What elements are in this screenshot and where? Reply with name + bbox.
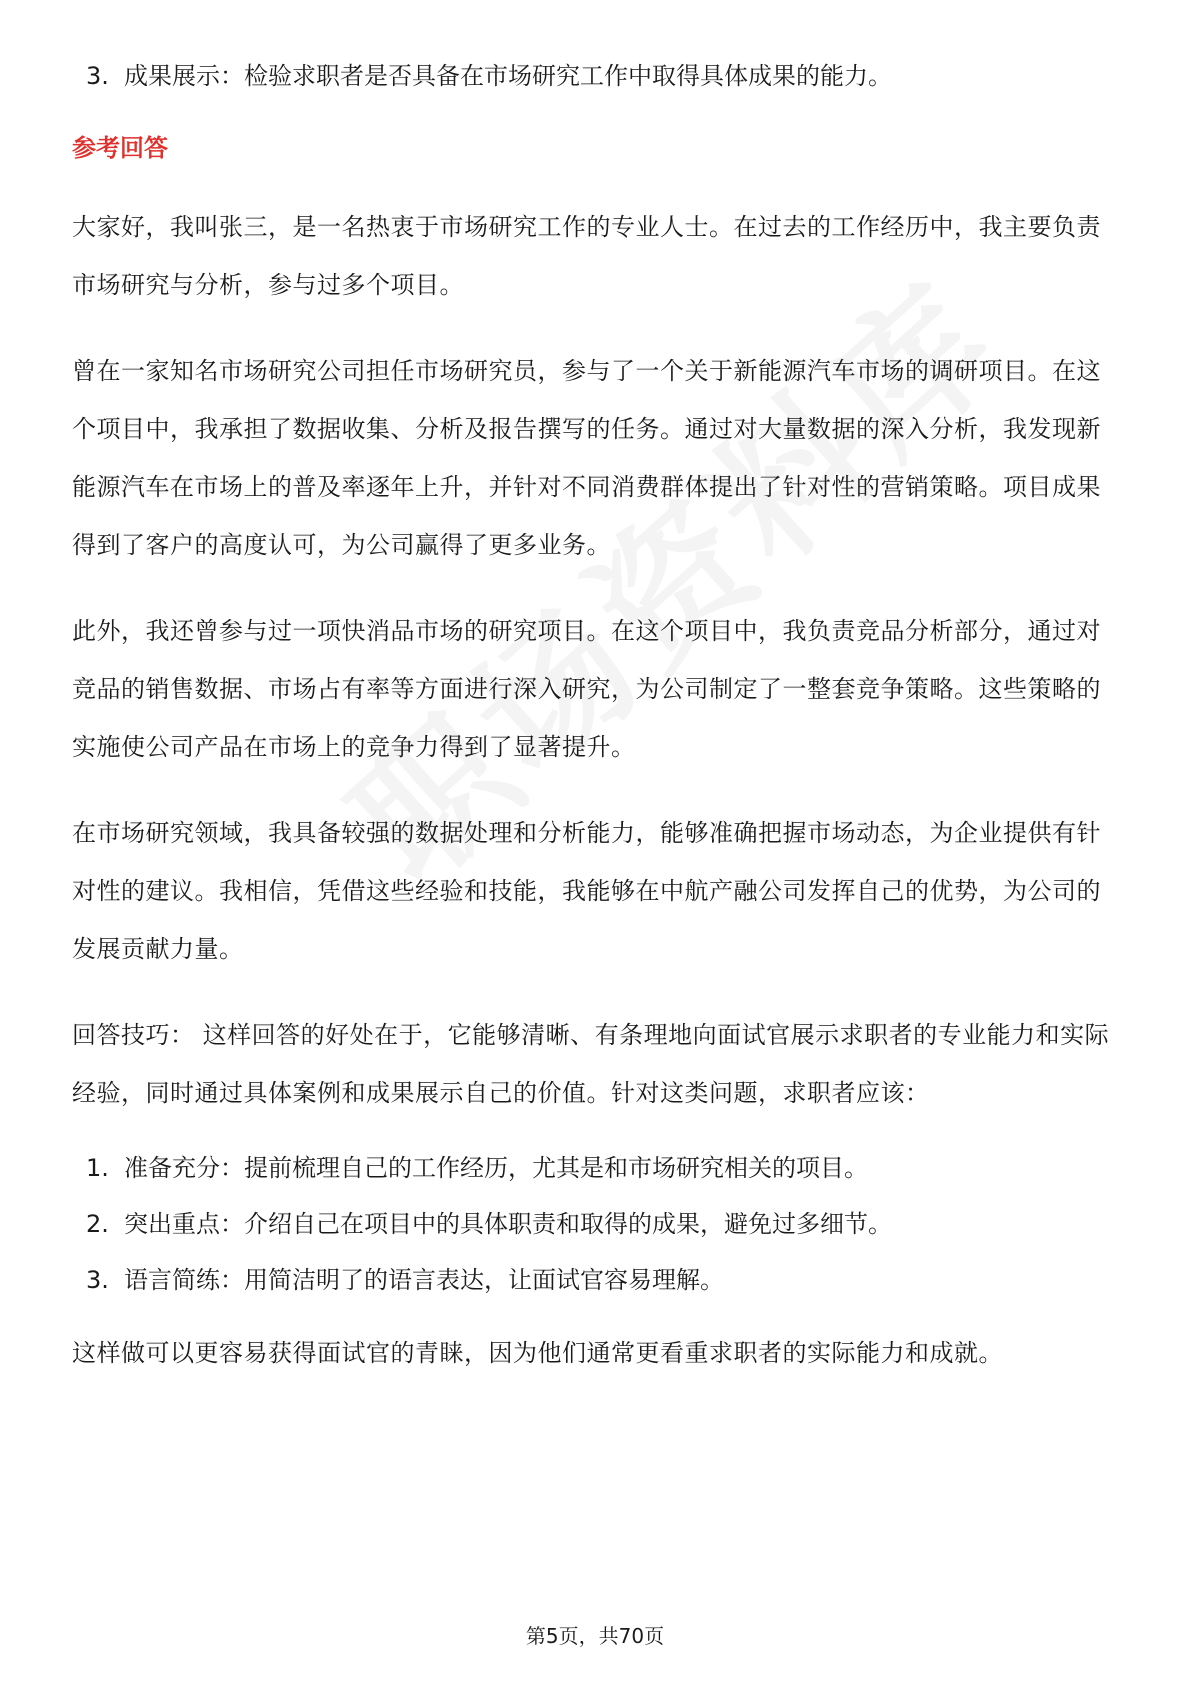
list-item	[72, 1206, 1120, 1242]
list-item-number: 2.	[86, 1210, 109, 1238]
criteria-list	[72, 58, 1120, 94]
list-item	[72, 1262, 1120, 1298]
list-item-text: 成果展示：检验求职者是否具备在市场研究工作中取得具体成果的能力。	[124, 62, 892, 90]
list-item-text: 突出重点：介绍自己在项目中的具体职责和取得的成果，避免过多细节。	[124, 1210, 892, 1238]
list-item-text: 准备充分：提前梳理自己的工作经历，尤其是和市场研究相关的项目。	[124, 1154, 868, 1182]
answer-paragraph-skills: 在市场研究领域，我具备较强的数据处理和分析能力，能够准确把握市场动态，为企业提供有针对性的建议。我相信，凭借这些经验和技能，我能够在中航产融公司发挥自己的优势，为公司的发展贡献力量。	[72, 819, 1101, 963]
answer-paragraph-fmcg-project: 此外，我还曾参与过一项快消品市场的研究项目。在这个项目中，我负责竞品分析部分，通过对竞品的销售数据、市场占有率等方面进行深入研究，为公司制定了一整套竞争策略。这些策略的实施使公司产品在市场上的竞争力得到了显著提升。	[72, 617, 1101, 761]
closing-paragraph: 这样做可以更容易获得面试官的青睐，因为他们通常更看重求职者的实际能力和成就。	[72, 1339, 1003, 1367]
list-item	[72, 1150, 1120, 1186]
list-item-number: 3.	[86, 1266, 109, 1294]
section-heading: 参考回答	[72, 134, 168, 162]
list-item-number: 3.	[86, 62, 109, 90]
list-item	[72, 58, 1120, 94]
tips-list	[72, 1150, 1120, 1298]
list-item-number: 1.	[86, 1154, 109, 1182]
answer-paragraph-intro: 大家好，我叫张三，是一名热衷于市场研究工作的专业人士。在过去的工作经历中，我主要负责市场研究与分析，参与过多个项目。	[72, 213, 1101, 299]
answer-paragraph-ev-project: 曾在一家知名市场研究公司担任市场研究员，参与了一个关于新能源汽车市场的调研项目。在这个项目中，我承担了数据收集、分析及报告撰写的任务。通过对大量数据的深入分析，我发现新能源汽车在市场上的普及率逐年上升，并针对不同消费群体提出了针对性的营销策略。项目成果得到了客户的高度认可，为公司赢得了更多业务。	[72, 357, 1101, 559]
page-content	[72, 58, 1120, 1410]
list-item-text: 语言简练：用简洁明了的语言表达，让面试官容易理解。	[124, 1266, 724, 1294]
answer-tips-intro: 回答技巧： 这样回答的好处在于，它能够清晰、有条理地向面试官展示求职者的专业能力和实际经验，同时通过具体案例和成果展示自己的价值。针对这类问题，求职者应该：	[72, 1021, 1110, 1107]
page-number-footer: 第5页，共70页	[525, 1624, 665, 1648]
